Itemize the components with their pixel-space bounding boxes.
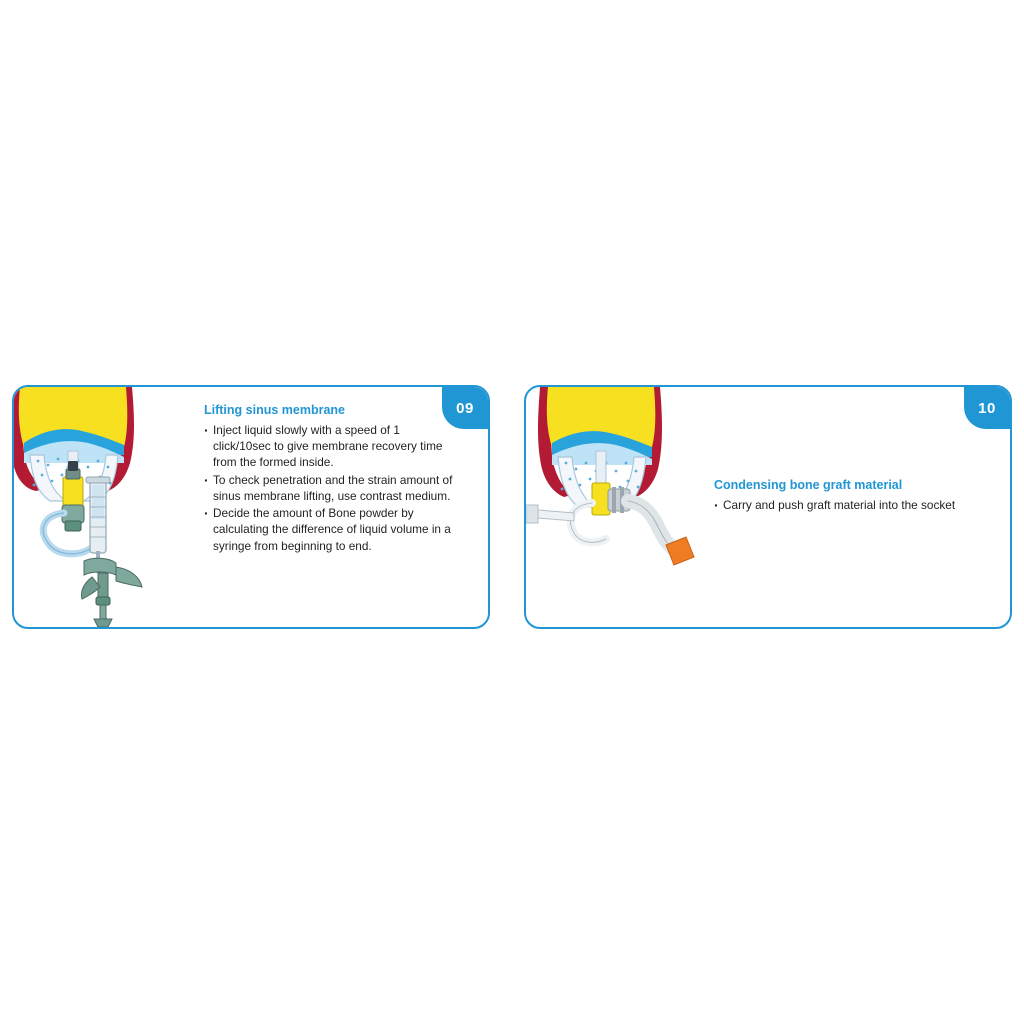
- panel-09-title: Lifting sinus membrane: [204, 403, 345, 417]
- panel-09-bullet-2: · To check penetration and the strain amount of sinus membrane lifting, use contrast medium.: [204, 472, 454, 505]
- panel-10-bullet-1: · Carry and push graft material into the socket: [714, 497, 974, 513]
- panel-10-title: Condensing bone graft material: [714, 478, 903, 492]
- panel-09-bullet-1: · Inject liquid slowly with a speed of 1 click/10sec to give membrane recovery time from the formed inside.: [204, 422, 454, 471]
- panel-10-text: [714, 477, 974, 514]
- panel-09-bullets: [204, 422, 454, 554]
- step-panel-09: [12, 385, 490, 629]
- panel-10-bullets: [714, 497, 974, 513]
- step-badge-09: 09: [442, 387, 488, 429]
- panel-09-bullet-3: · Decide the amount of Bone powder by calculating the difference of liquid volume in a syringe from beginning to end.: [204, 505, 454, 554]
- panel-09-text: [204, 402, 454, 555]
- step-badge-10: 10: [964, 387, 1010, 429]
- step-panel-10: [524, 385, 1012, 629]
- bone-graft-condensing-illustration: [524, 385, 716, 629]
- sinus-lift-syringe-illustration: [12, 385, 204, 629]
